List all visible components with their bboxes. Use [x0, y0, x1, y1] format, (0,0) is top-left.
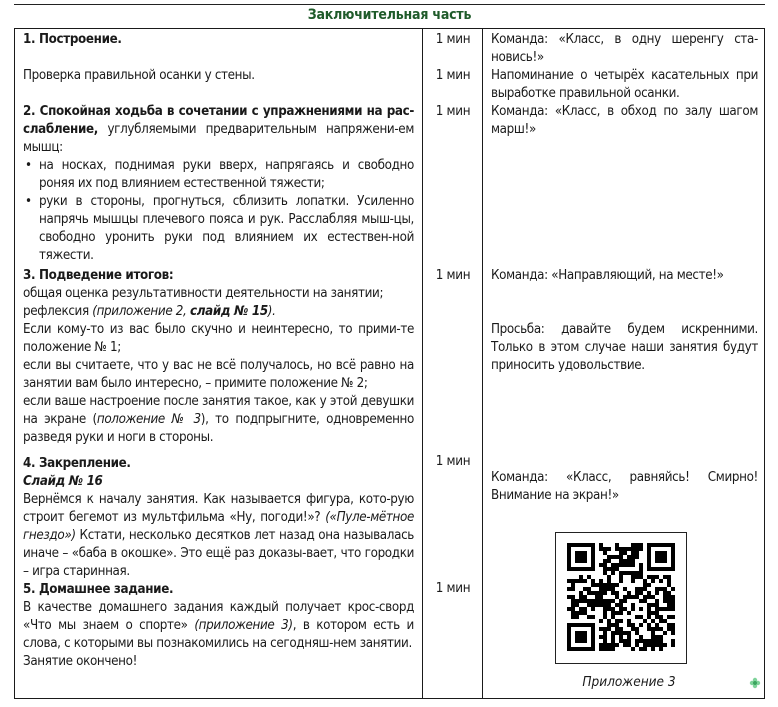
stage-5 [15, 579, 422, 671]
stage-4-answer: («Пуле-мётное гнездо») [23, 510, 414, 543]
command-text: Команда: «Класс, равняйсь! Смирно! Внимание на экран!» [491, 470, 758, 503]
slide-ref: слайд № 15 [189, 304, 268, 319]
qr-code[interactable] [555, 532, 687, 664]
stage-4 [15, 453, 422, 581]
command-text: Напоминание о четырёх касательных при выработке правильной осанки. [491, 68, 758, 101]
qr-caption: Приложение 3 [582, 674, 676, 690]
stage-4-slide: Слайд № 16 [23, 474, 103, 489]
stage-3-line2 [23, 303, 414, 321]
stage-4-heading: 4. Закрепление. [23, 456, 131, 471]
stage-5-heading: 5. Домашнее задание. [23, 582, 174, 597]
decorative-flower-icon [749, 677, 761, 689]
stage-4-text [23, 491, 414, 581]
stage-3-para2: если вы считаете, что у вас не всё получалось, но всё равно на занятии вам было интересно, – примите положение № 2; [23, 358, 414, 391]
stage-5-appendix-ref: (приложение 3) [194, 618, 293, 633]
time-value: 1 мин [435, 104, 471, 119]
para3-text: если ваше настроение после занятия такое, как у этой девушки на экране ( [23, 394, 414, 427]
commands-column [484, 29, 764, 698]
time-value: 1 мин [435, 268, 471, 283]
stage-2 [15, 101, 422, 265]
command-text: Команда: «Класс, в одну шеренгу ста-новись!» [491, 32, 758, 65]
stage-2-heading-rest: углубляемыми предварительным напряжени-ем мышц: [23, 122, 414, 155]
position-ref: положение № 3 [96, 412, 201, 427]
stage-3-heading: 3. Подведение итогов: [23, 268, 174, 283]
stage-4-text-end: Кстати, несколько десятков лет назад она называлась иначе – «баба в окошке». Это ещё раз доказы-вает, что городки – игра старинная. [23, 528, 414, 579]
stage-3-line1: общая оценка результативности деятельности на занятии; [23, 286, 384, 301]
command-text: Команда: «Класс, в обход по залу шагом марш!» [491, 104, 758, 137]
stage-5-text-end: , в котором есть и слова, с которыми вы познакомились на сегодняш-нем занятии. [23, 618, 414, 651]
command-text: Команда: «Направляющий, на месте!» [491, 268, 724, 283]
stage-3 [15, 265, 422, 447]
appendix-ref-end: ). [267, 304, 276, 319]
request-text: Просьба: давайте будем искренними. Только в этом случае наши занятия будут приносить удовольствие. [491, 322, 758, 373]
stage-2-heading: 2. Спокойная ходьба в сочетании с упражнениями на рас-слабление, [23, 104, 414, 137]
stage-2-bullets [23, 157, 414, 265]
stage-5-text-main: В качестве домашнего задания каждый получает крос-сворд «Что мы знаем о спорте» [23, 600, 414, 633]
para3-text-end: ), то подпрыгните, одновременно разведя руки и ноги в стороны. [23, 412, 414, 445]
stage-4-text-main: Вернёмся к началу занятия. Как называется фигура, кото-рую строит бегемот из мультфильма «Ну, погоди!»? [23, 492, 414, 525]
appendix-ref: (приложение 2, [92, 304, 190, 319]
time-value: 1 мин [435, 454, 471, 469]
time-value: 1 мин [435, 581, 471, 596]
stage-3-para3 [23, 393, 414, 447]
stage-1-heading: 1. Построение. [23, 32, 122, 47]
qr-code-icon [567, 543, 675, 651]
time-value: 1 мин [435, 32, 471, 47]
time-value: 1 мин [435, 68, 471, 83]
list-item: • руки в стороны, прогнуться, сблизить лопатки. Усиленно напрячь мышцы плечевого пояса и рук. Расслабляя мыш-цы, свободно уронить руки под влиянием их естествен-ной тяжести. [23, 193, 414, 265]
time-column [424, 29, 483, 698]
stage-1 [15, 29, 422, 49]
list-item: • на носках, поднимая руки вверх, напрягаясь и свободно роняя их под влиянием естественной тяжести; [23, 157, 414, 193]
stage-5-text [23, 599, 414, 653]
stage-2-intro [23, 103, 414, 157]
stage-1-check [15, 65, 422, 85]
lesson-table [14, 28, 765, 699]
posture-check-text: Проверка правильной осанки у стены. [23, 68, 255, 83]
stage-3-para1: Если кому-то из вас было скучно и неинтересно, то прими-те положение № 1; [23, 322, 414, 355]
reflection-label: рефлексия [23, 304, 93, 319]
closing-text: Занятие окончено! [23, 654, 138, 669]
content-column [15, 29, 423, 698]
section-title: Заключительная часть [307, 7, 472, 23]
